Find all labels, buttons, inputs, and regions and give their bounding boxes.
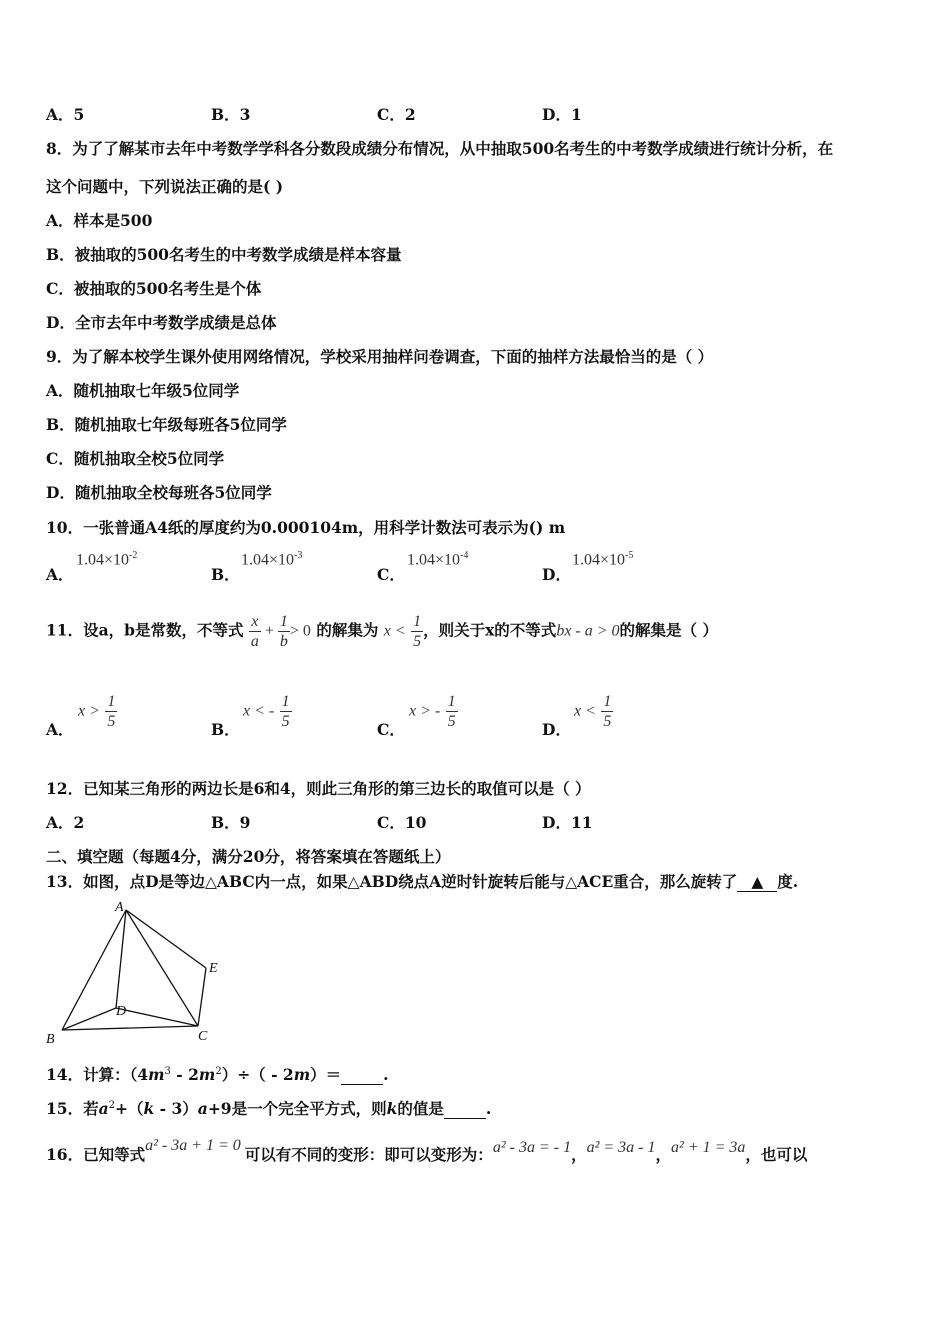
point-label-c: C (198, 1029, 208, 1044)
q10-stem: 10．一张普通A4纸的厚度约为0.000104m，用科学计数法可表示为() m (46, 518, 566, 537)
q9-option-c: C．随机抽取全校5位同学 (46, 449, 225, 468)
q8-stem-line1: 8．为了了解某市去年中考数学学科各分数段成绩分布情况，从中抽取500名考生的中考数学成绩进行统计分析，在 (46, 139, 834, 158)
q15-stem: 15．若$a^2+(k - 3)a+9$是一个完全平方式，则k的值是 . (46, 1099, 492, 1118)
q8-stem-line2: 这个问题中，下列说法正确的是( ) (46, 177, 284, 196)
q11-frac-1-over-5: $\frac{1}{5}$ (413, 613, 422, 651)
point-label-a: A (115, 900, 124, 915)
q8-option-a: A．样本是500 (46, 211, 153, 230)
q11-frac-x-over-a: $\frac{x}{a}$ (250, 613, 259, 651)
q15-answer-blank (444, 1099, 486, 1119)
q10-label-c: C． (377, 565, 405, 584)
q10-option-d-value: $1.04\times 10^{-5}$ (572, 550, 634, 569)
q10-label-b: B． (211, 565, 240, 584)
q7-option-b: B．3 (211, 105, 251, 124)
segment-bc (62, 1026, 198, 1030)
q8-option-c: C．被抽取的500名考生是个体 (46, 279, 262, 298)
point-label-b: B (46, 1032, 55, 1047)
q11-label-c: C． (377, 720, 405, 739)
q11-end: 的解集是（ ） (619, 620, 718, 640)
q7-option-d: D．1 (542, 105, 582, 124)
q11-mid2: ，则关于x的不等式 (423, 620, 557, 640)
segment-ce (198, 968, 206, 1026)
q8-option-d: D．全市去年中考数学成绩是总体 (46, 313, 277, 332)
section2-title: 二、填空题（每题4分，满分20分，将答案填在答题纸上） (46, 847, 451, 866)
q11-option-a: x > $\frac{1}{5}$ (78, 693, 116, 731)
q13-answer-blank: ▲ (737, 872, 777, 892)
q11-solution-lhs: x < (383, 622, 406, 640)
q11-label-d: D． (542, 720, 571, 739)
q9-stem: 9．为了解本校学生课外使用网络情况，学校采用抽样问卷调查，下面的抽样方法最恰当的是（ ） (46, 347, 714, 366)
q12-stem: 12．已知某三角形的两边长是6和4，则此三角形的第三边长的取值可以是（ ） (46, 779, 591, 798)
q9-option-b: B．随机抽取七年级每班各5位同学 (46, 415, 287, 434)
segment-cd (116, 1008, 198, 1026)
segment-ae (126, 910, 206, 968)
q11-inequality2: bx - a > 0 (556, 622, 620, 640)
q11-mid1: 的解集为 (316, 620, 379, 640)
q7-option-a: A．5 (46, 105, 85, 124)
q10-option-c-value: $1.04\times 10^{-4}$ (407, 550, 469, 569)
point-label-d: D (116, 1004, 127, 1019)
q10-label-a: A． (46, 565, 74, 584)
q11-gt-zero: > 0 (289, 622, 311, 640)
q16-equation-3: a² + 1 = 3a (671, 1139, 746, 1156)
q11-label-a: A． (46, 720, 74, 739)
q16-equation-0: a² - 3a + 1 = 0 (145, 1137, 241, 1154)
q8-option-b: B．被抽取的500名考生的中考数学成绩是样本容量 (46, 245, 402, 264)
q11-frac-1-over-b: $\frac{1}{b}$ (279, 613, 288, 651)
q9-option-a: A．随机抽取七年级5位同学 (46, 381, 240, 400)
segment-bd (62, 1008, 116, 1030)
q11-stem: 11．设a，b是常数，不等式 $\frac{x}{a}$ + $\frac{1}{b}$ > 0 的解集为 x < $\frac{1}{5}$ ，则关于x的不等式bx - a > 0的解集是（ ） (46, 613, 718, 651)
q13-stem: 13．如图，点D是等边△ABC内一点，如果△ABD绕点A逆时针旋转后能与△ACE重合，那么旋转了 ▲ 度. (46, 872, 799, 891)
q11-label-b: B． (211, 720, 240, 739)
q16-equation-2: a² = 3a - 1 (586, 1139, 656, 1156)
q13-figure (40, 898, 230, 1048)
point-label-e: E (209, 961, 218, 976)
q10-option-a-value: $1.04\times 10^{-2}$ (76, 550, 138, 569)
q11-option-b: x < - $\frac{1}{5}$ (243, 693, 290, 731)
q10-label-d: D． (542, 565, 571, 584)
q16-stem: 16．已知等式a² - 3a + 1 = 0 可以有不同的变形：即可以变形为：a² - 3a = - 1，a² = 3a - 1，a² + 1 = 3a，也可以 (46, 1137, 808, 1164)
segment-ac (126, 910, 198, 1026)
q7-option-c: C．2 (377, 105, 416, 124)
q12-option-c: C．10 (377, 813, 427, 832)
q12-option-b: B．9 (211, 813, 251, 832)
q14-answer-blank (341, 1065, 383, 1085)
q14-stem: 14．计算：$(4m^3 - 2m^2)\div( - 2m)=$ . (46, 1065, 389, 1084)
q11-option-c: x > - $\frac{1}{5}$ (409, 693, 456, 731)
q16-equation-1: a² - 3a = - 1 (492, 1139, 572, 1156)
q12-option-a: A．2 (46, 813, 85, 832)
q11-num: 11．设a，b是常数，不等式 (46, 620, 244, 640)
q10-option-b-value: $1.04\times 10^{-3}$ (241, 550, 303, 569)
q9-option-d: D．随机抽取全校每班各5位同学 (46, 483, 272, 502)
q11-option-d: x < $\frac{1}{5}$ (574, 693, 612, 731)
q12-option-d: D．11 (542, 813, 593, 832)
